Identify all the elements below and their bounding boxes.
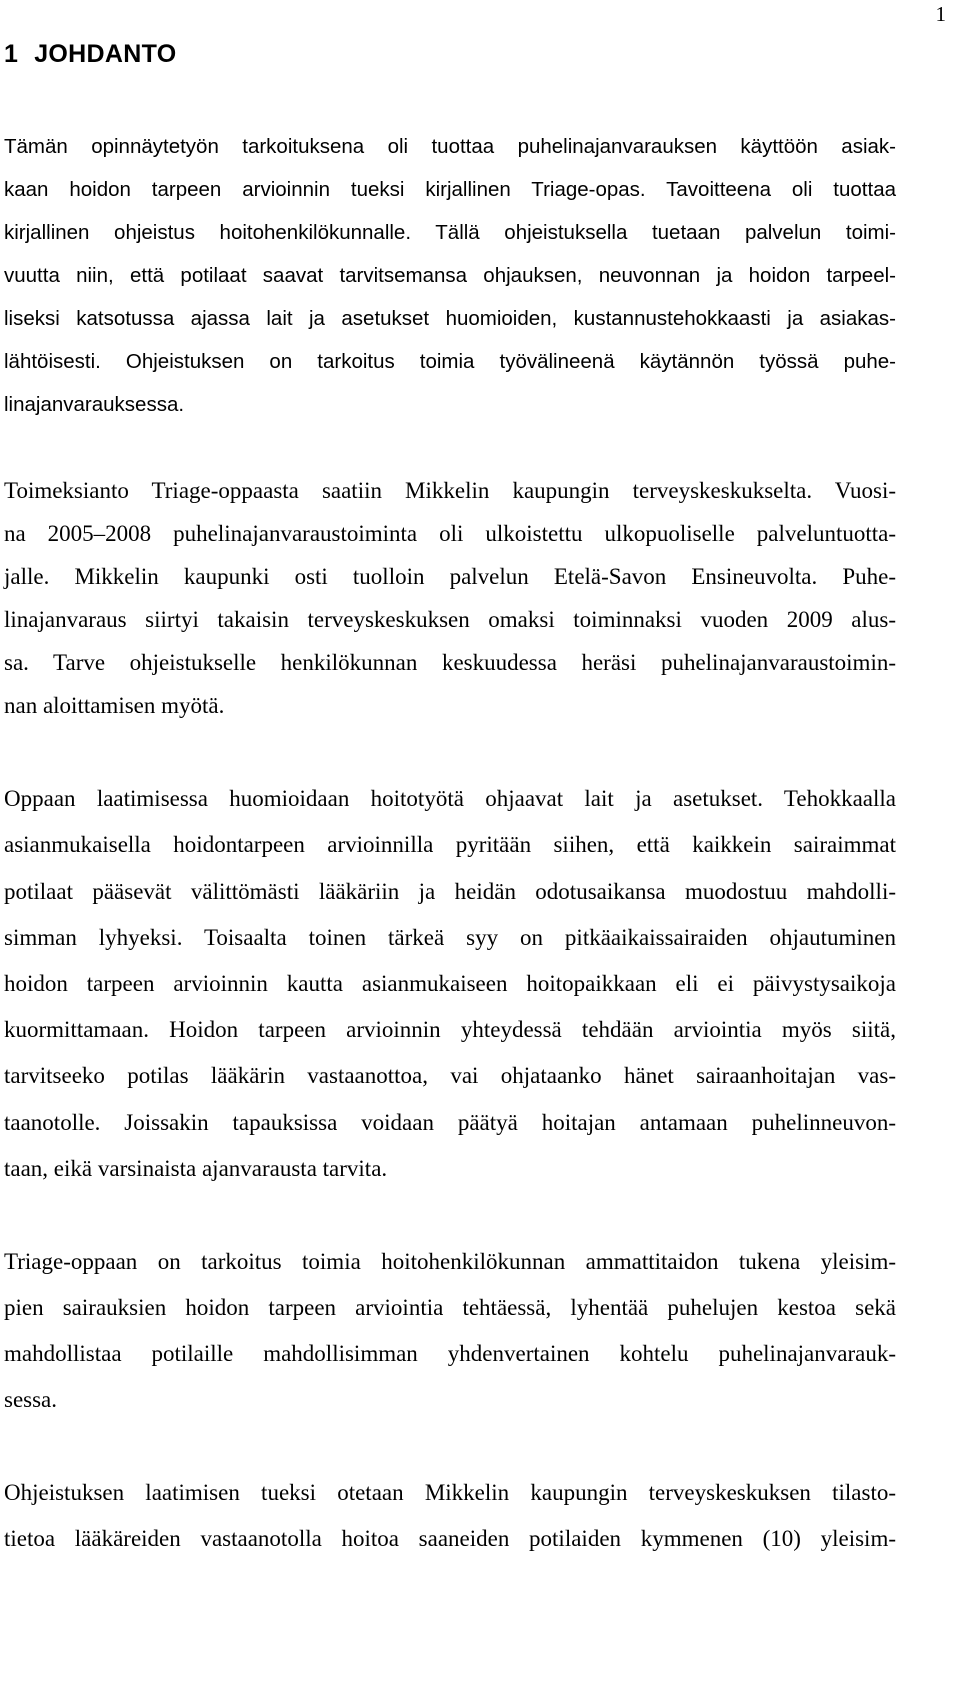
paragraph-line: Oppaan laatimisessa huomioidaan hoitotyötä ohjaavat lait ja asetukset. Tehokkaalla — [4, 786, 896, 811]
paragraph-line: hoidon tarpeen arvioinnin kautta asianmukaiseen hoitopaikkaan eli ei päivystysaikoja — [4, 971, 896, 996]
paragraph-line: kaan hoidon tarpeen arvioinnin tueksi kirjallinen Triage-opas. Tavoitteena oli tuottaa — [4, 178, 896, 201]
paragraph-segment: Tällä ohjeistuksella tuetaan palvelun toimi- — [435, 221, 897, 244]
paragraph-line: sa. Tarve ohjeistukselle henkilökunnan keskuudessa heräsi puhelinajanvaraustoimin- — [4, 650, 896, 675]
paragraph-line: mahdollistaa potilaille mahdollisimman yhdenvertainen kohtelu puhelinajanvarauk- — [4, 1341, 896, 1366]
paragraph-line: Ohjeistuksen laatimisen tueksi otetaan Mikkelin kaupungin terveyskeskuksen tilasto- — [4, 1480, 896, 1505]
paragraph-line: nan aloittamisen myötä. — [4, 693, 225, 718]
chapter-heading — [4, 40, 176, 69]
paragraph-line: tietoa lääkäreiden vastaanotolla hoitoa saaneiden potilaiden kymmenen (10) yleisim- — [4, 1526, 896, 1551]
paragraph-line: jalle. Mikkelin kaupunki osti tuolloin palvelun Etelä-Savon Ensineuvolta. Puhe- — [4, 564, 896, 589]
paragraph-line: na 2005–2008 puhelinajanvaraustoiminta oli ulkoistettu ulkopuoliselle palveluntuotta- — [4, 521, 896, 546]
paragraph-line: asianmukaisella hoidontarpeen arvioinnilla pyritään siihen, että kaikkein sairaimmat — [4, 832, 896, 857]
paragraph-line: kuormittamaan. Hoidon tarpeen arvioinnin yhteydessä tehdään arviointia myös siitä, — [4, 1017, 896, 1042]
paragraph-line: potilaat pääsevät välittömästi lääkäriin ja heidän odotusaikansa muodostuu mahdolli- — [4, 879, 896, 904]
paragraph-line: liseksi katsotussa ajassa lait ja asetukset huomioiden, kustannustehokkaasti ja asiakas- — [4, 307, 896, 330]
paragraph-segment: kirjallinen ohjeistus hoitohenkilökunnalle. — [4, 221, 412, 244]
chapter-title: JOHDANTO — [34, 40, 177, 68]
paragraph-line: tarvitseeko potilas lääkärin vastaanottoa, vai ohjataanko hänet sairaanhoitajan vas- — [4, 1063, 896, 1088]
paragraph-line: simman lyhyeksi. Toisaalta toinen tärkeä syy on pitkäaikaissairaiden ohjautuminen — [4, 925, 896, 950]
paragraph-line: pien sairauksien hoidon tarpeen arviointia tehtäessä, lyhentää puhelujen kestoa sekä — [4, 1295, 896, 1320]
paragraph-line: taan, eikä varsinaista ajanvarausta tarvita. — [4, 1156, 388, 1181]
paragraph-line: Tämän opinnäytetyön tarkoituksena oli tuottaa puhelinajanvarauksen käyttöön asiak- — [4, 135, 896, 158]
paragraph-line: linajanvaraus siirtyi takaisin terveyskeskuksen omaksi toiminnaksi vuoden 2009 alus- — [4, 607, 896, 632]
paragraph-line: lähtöisesti. Ohjeistuksen on tarkoitus toimia työvälineenä käytännön työssä puhe- — [4, 350, 896, 373]
paragraph-line: Triage-oppaan on tarkoitus toimia hoitohenkilökunnan ammattitaidon tukena yleisim- — [4, 1249, 896, 1274]
chapter-number: 1 — [4, 40, 19, 68]
paragraph-line: linajanvarauksessa. — [4, 393, 185, 416]
paragraph-line: sessa. — [4, 1387, 58, 1412]
paragraph-line — [4, 220, 896, 246]
paragraph-line: Toimeksianto Triage-oppaasta saatiin Mikkelin kaupungin terveyskeskukselta. Vuosi- — [4, 478, 896, 503]
paragraph-line: vuutta niin, että potilaat saavat tarvitsemansa ohjauksen, neuvonnan ja hoidon tarpeel- — [4, 264, 896, 287]
paragraph-line: taanotolle. Joissakin tapauksissa voidaan päätyä hoitajan antamaan puhelinneuvon- — [4, 1110, 896, 1135]
page-number: 1 — [935, 2, 946, 26]
